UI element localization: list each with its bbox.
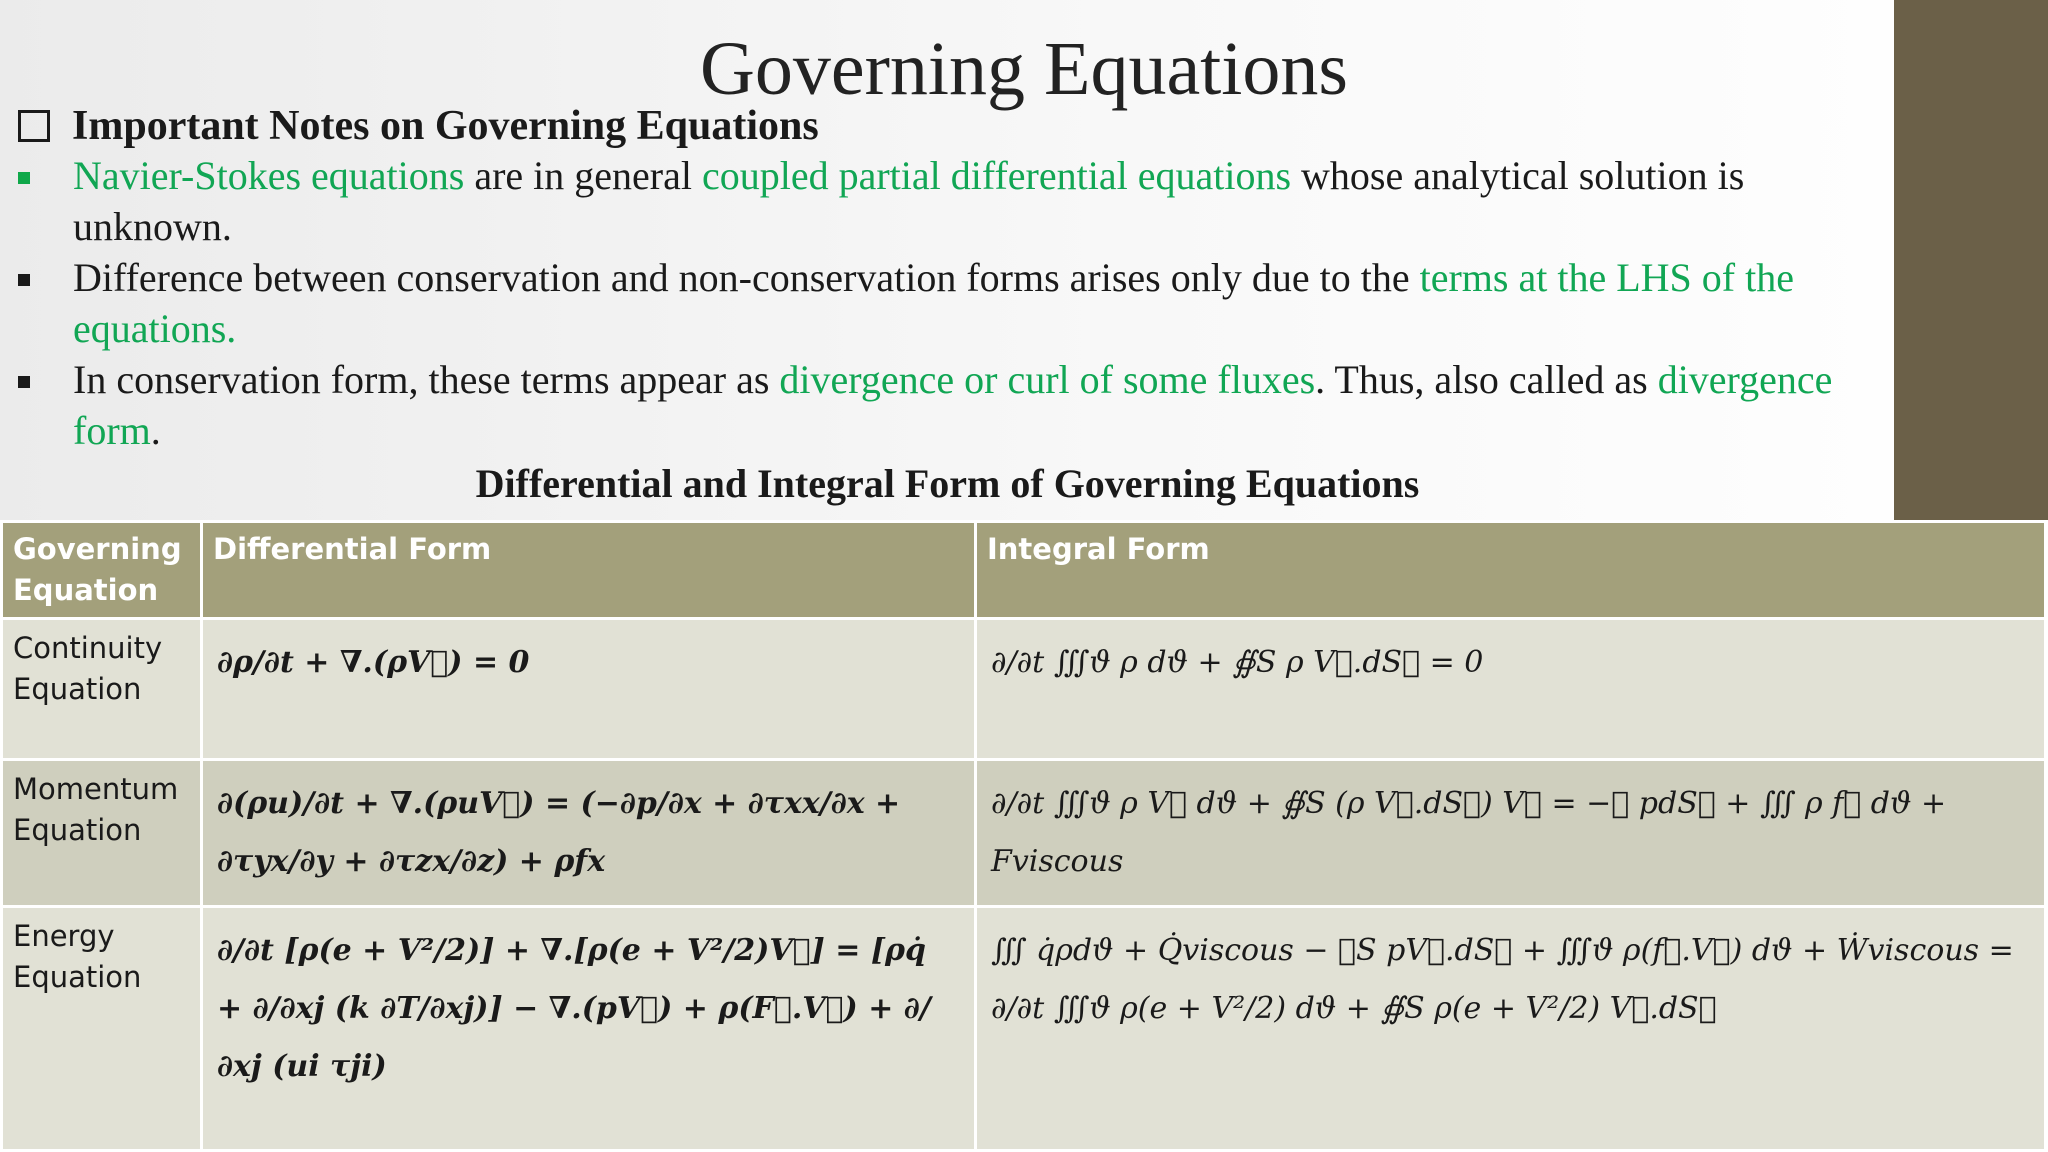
square-bullet-icon — [18, 150, 73, 252]
page-title: Governing Equations — [699, 27, 1348, 111]
bullet-segment: Navier-Stokes equations — [73, 153, 465, 198]
checkbox-icon — [18, 110, 50, 142]
bullet-text — [73, 354, 1878, 456]
notes-list — [18, 150, 1878, 456]
bullet-segment: In conservation form, these terms appear as — [73, 357, 780, 402]
bullet-segment: divergence or curl of some fluxes — [779, 357, 1316, 402]
bullet-segment: whose analytical solution is unknown. — [73, 153, 1745, 249]
equations-table — [0, 520, 2047, 1152]
bullet-segment: . Thus, also called as — [1315, 357, 1658, 402]
bullet-segment: . — [150, 408, 161, 453]
square-bullet-icon — [18, 252, 73, 354]
table-row — [2, 619, 2046, 760]
square-bullet-icon — [18, 354, 73, 456]
bullet-segment: coupled partial differential equations — [701, 153, 1292, 198]
bullet-segment: terms at the LHS of the equations. — [73, 255, 1794, 351]
header-governing-equation: Governing Equation — [2, 522, 202, 619]
differential-formula: ∂(ρu)/∂t + ∇.(ρuV⃗) = (−∂p/∂x + ∂τxx/∂x + ∂τyx/∂y + ∂τzx/∂z) + ρfx — [202, 760, 976, 907]
list-item — [18, 252, 1878, 354]
differential-formula: ∂ρ/∂t + ∇.(ρV⃗) = 0 — [202, 619, 976, 760]
table-row — [2, 760, 2046, 907]
list-item — [18, 150, 1878, 252]
bullet-text — [73, 150, 1878, 252]
equation-name: Continuity Equation — [2, 619, 202, 760]
equation-name: Energy Equation — [2, 907, 202, 1151]
integral-formula: ∂/∂t ∭ϑ ρ dϑ + ∯S ρ V⃗.dS⃗ = 0 — [976, 619, 2046, 760]
differential-formula: ∂/∂t [ρ(e + V²/2)] + ∇.[ρ(e + V²/2)V⃗] = [ρq̇ + ∂/∂xj (k ∂T/∂xj)] − ∇.(pV⃗) + ρ(F⃗.V⃗) + ∂/∂xj (ui τji) — [202, 907, 976, 1151]
bullet-segment: divergence form — [73, 357, 1833, 453]
notes-heading — [18, 100, 819, 152]
bullet-segment: are in general — [464, 153, 702, 198]
list-item — [18, 354, 1878, 456]
table-title: Differential and Integral Form of Governing Equations — [475, 461, 1420, 506]
table-header-row — [2, 522, 2046, 619]
header-integral-form: Integral Form — [976, 522, 2046, 619]
bullet-text — [73, 252, 1878, 354]
notes-heading-text: Important Notes on Governing Equations — [72, 103, 819, 149]
equation-name: Momentum Equation — [2, 760, 202, 907]
integral-formula: ∂/∂t ∭ϑ ρ V⃗ dϑ + ∯S (ρ V⃗.dS⃗) V⃗ = −∯ pdS⃗ + ∭ ρ f⃗ dϑ + Fviscous — [976, 760, 2046, 907]
header-differential-form: Differential Form — [202, 522, 976, 619]
bullet-segment: Difference between conservation and non-conservation forms arises only due to the — [73, 255, 1420, 300]
integral-formula: ∭ q̇ρdϑ + Q̇viscous − ∯S pV⃗.dS⃗ + ∭ϑ ρ(f⃗.V⃗) dϑ + Ẇviscous = ∂/∂t ∭ϑ ρ(e + V²/2) dϑ + ∯S ρ(e + V²/2) V⃗.dS⃗ — [976, 907, 2046, 1151]
table-row — [2, 907, 2046, 1151]
